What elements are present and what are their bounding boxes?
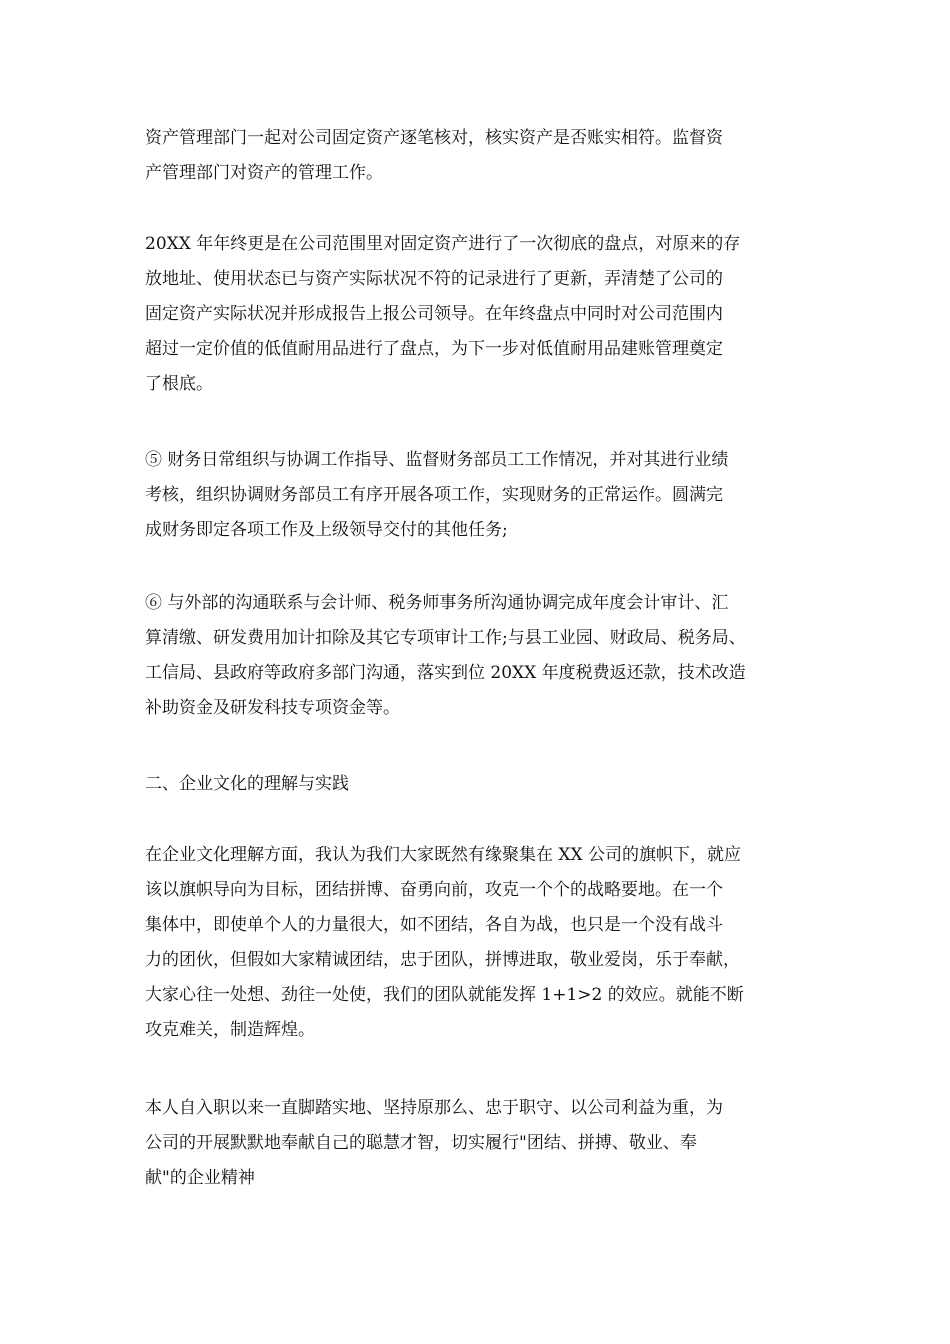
text-line: 超过一定价值的低值耐用品进行了盘点，为下一步对低值耐用品建账管理奠定 xyxy=(145,339,723,359)
text-line: 攻克难关，制造辉煌。 xyxy=(145,1020,315,1040)
section-heading: 二、企业文化的理解与实践 xyxy=(145,774,349,794)
text-line: 集体中，即使单个人的力量很大，如不团结，各自为战，也只是一个没有战斗 xyxy=(145,915,723,935)
text-line: 大家心往一处想、劲往一处使，我们的团队就能发挥 1+1>2 的效应。就能不断 xyxy=(145,985,744,1005)
text-line: 工信局、县政府等政府多部门沟通，落实到位 20XX 年度税费返还款，技术改造 xyxy=(145,663,746,683)
text-line: 资产管理部门一起对公司固定资产逐笔核对，核实资产是否账实相符。监督资 xyxy=(145,128,723,148)
text-line: 算清缴、研发费用加计扣除及其它专项审计工作;与县工业园、财政局、税务局、 xyxy=(145,628,746,648)
text-line: 该以旗帜导向为目标，团结拼博、奋勇向前，攻克一个个的战略要地。在一个 xyxy=(145,880,723,900)
text-line: 放地址、使用状态已与资产实际状况不符的记录进行了更新，弄清楚了公司的 xyxy=(145,269,723,289)
paragraph-culture-understanding xyxy=(145,838,825,1048)
text-line: 补助资金及研发科技专项资金等。 xyxy=(145,698,400,718)
text-line: 固定资产实际状况并形成报告上报公司领导。在年终盘点中同时对公司范围内 xyxy=(145,304,723,324)
section-heading-corporate-culture xyxy=(145,767,825,802)
text-line: 20XX 年年终更是在公司范围里对固定资产进行了一次彻底的盘点，对原来的存 xyxy=(145,234,741,254)
text-line: 力的团伙，但假如大家精诚团结，忠于团队，拼博进取，敬业爱岗，乐于奉献， xyxy=(145,950,740,970)
paragraph-year-end-inventory xyxy=(145,227,825,402)
paragraph-personal-practice xyxy=(145,1091,825,1196)
text-line: ⑤ 财务日常组织与协调工作指导、监督财务部员工工作情况，并对其进行业绩 xyxy=(145,450,729,470)
text-line: 公司的开展默默地奉献自己的聪慧才智，切实履行"团结、拼搏、敬业、奉 xyxy=(145,1133,697,1153)
text-line: 成财务即定各项工作及上级领导交付的其他任务; xyxy=(145,520,508,540)
text-line: 在企业文化理解方面，我认为我们大家既然有缘聚集在 XX 公司的旗帜下，就应 xyxy=(145,845,742,865)
text-line: 了根底。 xyxy=(145,374,213,394)
text-line: 考核，组织协调财务部员工有序开展各项工作，实现财务的正常运作。圆满完 xyxy=(145,485,723,505)
text-line: 献"的企业精神 xyxy=(145,1168,255,1188)
paragraph-item-5-finance-coordination xyxy=(145,443,825,548)
text-line: 本人自入职以来一直脚踏实地、坚持原那么、忠于职守、以公司利益为重，为 xyxy=(145,1098,723,1118)
text-line: 产管理部门对资产的管理工作。 xyxy=(145,163,383,183)
text-line: ⑥ 与外部的沟通联系与会计师、税务师事务所沟通协调完成年度会计审计、汇 xyxy=(145,593,729,613)
paragraph-asset-verification xyxy=(145,121,825,191)
paragraph-item-6-external-communication xyxy=(145,586,825,726)
